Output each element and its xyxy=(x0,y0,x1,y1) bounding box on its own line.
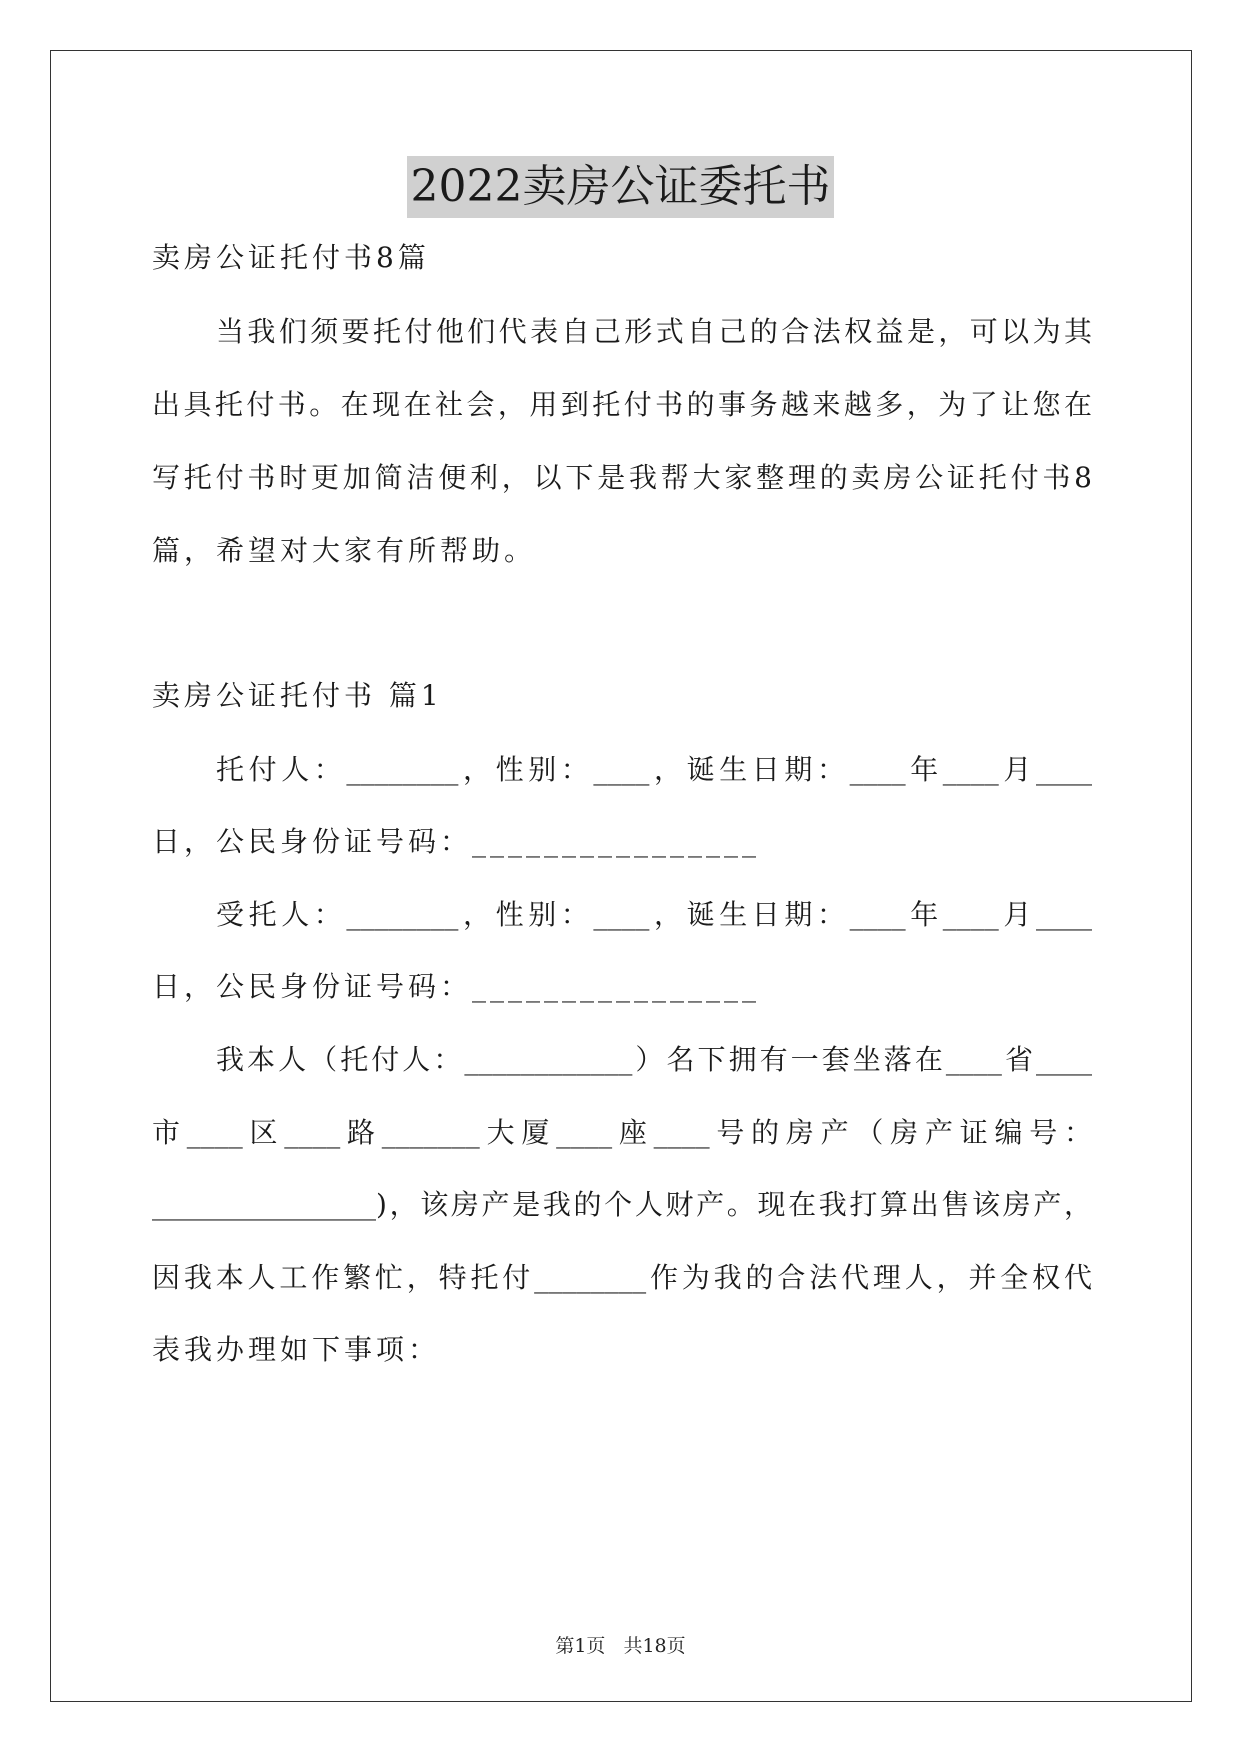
page-border xyxy=(50,50,1192,1702)
intro-line-3: 写托付书时更加简洁便利，以下是我帮大家整理的卖房公证托付书8 xyxy=(152,461,1092,494)
section-heading: 卖房公证托付书 篇1 xyxy=(152,679,443,712)
document-subtitle: 卖房公证托付书8篇 xyxy=(152,241,430,274)
body-line-7: ________________)，该房产是我的个人财产。现在我打算出售该房产， xyxy=(152,1188,1092,1221)
body-line-3: 受托人：________，性别：____，诞生日期：____年____月____ xyxy=(216,898,1092,931)
body-line-5: 我本人（托付人：____________）名下拥有一套坐落在____省____ xyxy=(216,1043,1092,1076)
document-title: 2022卖房公证委托书 xyxy=(407,156,835,218)
page-total: 共18页 xyxy=(623,1635,686,1657)
title-container xyxy=(0,156,1241,218)
page-footer xyxy=(0,1634,1241,1658)
body-line-2: 日，公民身份证号码：________________ xyxy=(152,825,761,858)
body-line-6: 市____区____路_______大厦____座____号的房产（房产证编号： xyxy=(152,1116,1092,1149)
body-line-4: 日，公民身份证号码：________________ xyxy=(152,970,761,1003)
body-line-8: 因我本人工作繁忙，特托付________作为我的合法代理人，并全权代 xyxy=(152,1261,1092,1294)
body-line-9: 表我办理如下事项： xyxy=(152,1333,441,1366)
intro-line-4: 篇，希望对大家有所帮助。 xyxy=(152,534,537,567)
body-line-1: 托付人：________，性别：____，诞生日期：____年____月____ xyxy=(216,753,1092,786)
intro-line-1: 当我们须要托付他们代表自己形式自己的合法权益是，可以为其 xyxy=(216,315,1092,348)
intro-line-2: 出具托付书。在现在社会，用到托付书的事务越来越多，为了让您在 xyxy=(152,388,1092,421)
page-number: 第1页 xyxy=(555,1635,606,1657)
